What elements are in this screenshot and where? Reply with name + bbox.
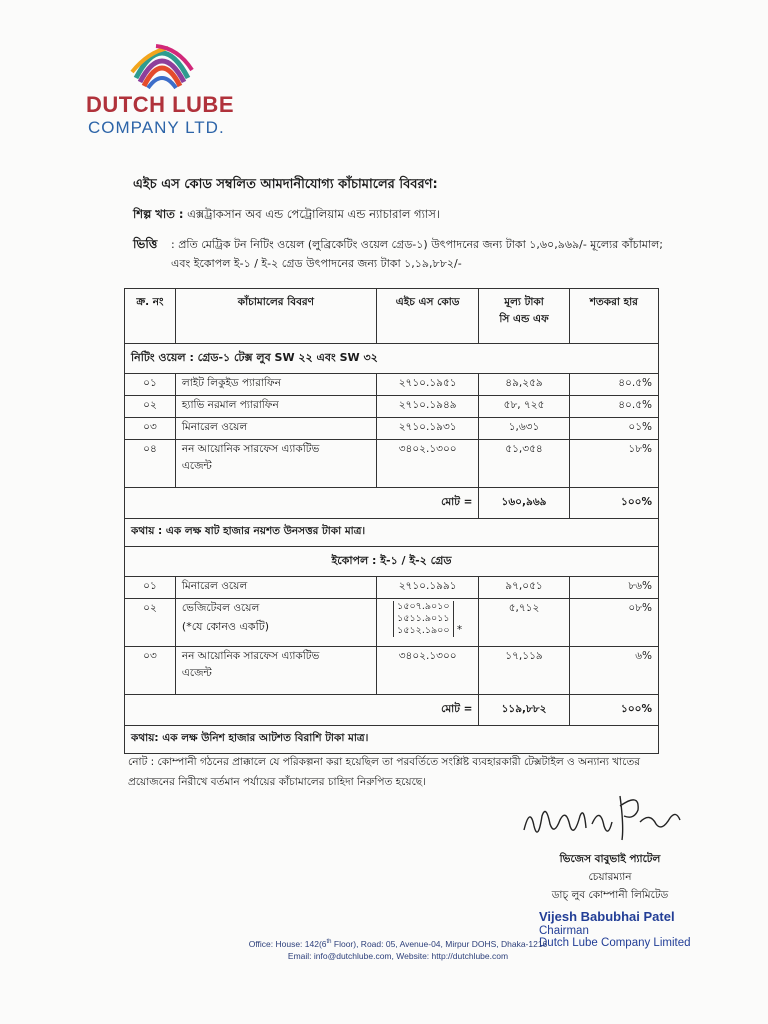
signatory-name-en: Vijesh Babubhai Patel — [539, 909, 675, 924]
total-price: ১৬০,৯৬৯ — [479, 488, 569, 519]
total-percentage: ১০০% — [569, 488, 658, 519]
signatory-title-en: Chairman — [539, 925, 589, 937]
amount-in-words-row — [125, 726, 659, 754]
cell-description — [175, 647, 376, 695]
cell-description: লাইট লিকুইড প্যারাফিন — [175, 374, 376, 396]
cell-hs-code: ২৭১০.১৯৪৯ — [376, 396, 479, 418]
company-name-line1: DUTCH LUBE — [86, 92, 234, 117]
basis-block — [133, 235, 663, 273]
header-description: কাঁচামালের বিবরণ — [175, 289, 376, 344]
hs-code-option: ১৫১২.১৯০০ — [397, 625, 450, 636]
sector-line — [133, 206, 440, 225]
table-row — [125, 577, 659, 599]
cell-percentage: ০৮% — [569, 599, 658, 647]
signatory-name-bn: ভিজেস বাবুভাই প্যাটেল — [559, 853, 661, 865]
raw-materials-table — [124, 288, 659, 754]
cell-description-line2: এজেন্ট — [181, 667, 212, 679]
amount-in-words: কথায়: এক লক্ষ উনিশ হাজার আটশত বিরাশি টাকা মাত্র। — [125, 726, 659, 754]
cell-description-line2: (*যে কোনও একটি) — [181, 620, 269, 633]
sector-label: শিল্প খাত : — [133, 207, 184, 221]
header-percentage: শতকরা হার — [569, 289, 658, 344]
cell-price: ১,৬৩১ — [479, 418, 569, 440]
cell-price: ৫৮, ৭২৫ — [479, 396, 569, 418]
cell-sl: ০৩ — [125, 418, 176, 440]
note-paragraph: নোট : কোম্পানী গঠনের প্রাক্কালে যে পরিকল্পনা করা হয়েছিল তা পরবর্তিতে সংশ্লিষ্ট ব্যবহারকারী টেক্সটাইল ও অন্যান্য খাতের প্রয়োজনের নিরীখে বর্তমান পর্যায়ের কাঁচামালের চাহিদা নিরুপিত হয়েছে। — [128, 756, 641, 788]
table-row — [125, 599, 659, 647]
cell-price: ৫১,৩৫৪ — [479, 440, 569, 488]
table-row — [125, 440, 659, 488]
total-row — [125, 695, 659, 726]
signatory-block-bn — [540, 850, 680, 904]
cell-sl: ০১ — [125, 577, 176, 599]
cell-percentage: ৪০.৫% — [569, 374, 658, 396]
total-percentage: ১০০% — [569, 695, 658, 726]
cell-hs-code: ২৭১০.১৯৫১ — [376, 374, 479, 396]
table-row — [125, 374, 659, 396]
footer-address-part2: Floor), Road: 05, Avenue-04, Mirpur DOHS, Dhaka-1216 — [331, 938, 548, 949]
total-price: ১১৯,৮৮২ — [479, 695, 569, 726]
total-label: মোট = — [125, 695, 479, 726]
cell-price: ৫,৭১২ — [479, 599, 569, 647]
cell-sl: ০২ — [125, 396, 176, 418]
cell-price: ৪৯,২৫৯ — [479, 374, 569, 396]
table-row — [125, 647, 659, 695]
footer-address-part1: Office: House: 142(6 — [248, 938, 327, 949]
amount-in-words-row — [125, 519, 659, 547]
cell-description-line2: এজেন্ট — [181, 460, 212, 472]
cell-sl: ০২ — [125, 599, 176, 647]
total-row — [125, 488, 659, 519]
footer-contact — [248, 936, 548, 962]
cell-sl: ০১ — [125, 374, 176, 396]
cell-percentage: ৪০.৫% — [569, 396, 658, 418]
cell-sl: ০৪ — [125, 440, 176, 488]
signatory-company-bn: ডাচ্ লুব কোম্পানী লিমিটেড — [551, 889, 669, 901]
basis-label: ভিত্তি — [133, 237, 158, 251]
sector-value: এক্সট্রাকসান অব এন্ড পেট্রোলিয়াম এন্ড ন্যাচারাল গ্যাস। — [187, 207, 440, 221]
cell-description-line1: ভেজিটেবল ওয়েল — [181, 602, 260, 614]
header-price-line2: সি এন্ড এফ — [499, 313, 549, 325]
amount-in-words: কথায় : এক লক্ষ ষাট হাজার নয়শত উনসত্তর টাকা মাত্র। — [125, 519, 659, 547]
footer-email-website: Email: info@dutchlube.com, Website: http://dutchlube.com — [287, 950, 509, 961]
cell-description: মিনারেল ওয়েল — [175, 577, 376, 599]
cell-hs-code: ২৭১০.১৯৯১ — [376, 577, 479, 599]
table-header-row — [125, 289, 659, 344]
cell-hs-code: ৩৪০২.১৩০০ — [376, 440, 479, 488]
signatory-company-en: Dutch Lube Company Limited — [539, 937, 691, 949]
table-row — [125, 418, 659, 440]
company-name-line2: COMPANY LTD. — [88, 118, 225, 137]
hs-code-option: ১৫০৭.৯০১০ — [397, 601, 450, 612]
cell-hs-code: ২৭১০.১৯৩১ — [376, 418, 479, 440]
header-price-line1: মূল্য টাকা — [504, 296, 544, 308]
section2-title: ইকোপল : ই-১ / ই-২ গ্রেড — [125, 547, 659, 577]
table-row — [125, 396, 659, 418]
header-hs-code: এইচ এস কোড — [376, 289, 479, 344]
cell-description: মিনারেল ওয়েল — [175, 418, 376, 440]
ball-logo-icon — [128, 38, 196, 94]
footer-address-sup: th — [326, 939, 332, 945]
cell-hs-code-list — [376, 599, 479, 647]
cell-percentage: ১৮% — [569, 440, 658, 488]
section-title-row — [125, 547, 659, 577]
cell-percentage: ০১% — [569, 418, 658, 440]
hs-code-option: ১৫১১.৯০১১ — [397, 613, 450, 624]
total-label: মোট = — [125, 488, 479, 519]
cell-description-line1: নন আয়োনিক সারফেস এ্যাকটিভ — [181, 650, 320, 662]
cell-price: ৯৭,০৫১ — [479, 577, 569, 599]
cell-hs-code: ৩৪০২.১৩০০ — [376, 647, 479, 695]
header-price — [479, 289, 569, 344]
section-title-row — [125, 344, 659, 374]
header-sl: ক্র. নং — [125, 289, 176, 344]
hs-code-asterisk: * — [456, 624, 463, 636]
cell-description: হ্যাভি নরমাল প্যারাফিন — [175, 396, 376, 418]
signatory-title-bn: চেয়ারম্যান — [588, 871, 632, 883]
cell-description — [175, 440, 376, 488]
hs-code-bracket — [393, 601, 453, 637]
cell-sl: ০৩ — [125, 647, 176, 695]
cell-description — [175, 599, 376, 647]
section1-title: নিটিং ওয়েল : গ্রেড-১ টেক্স লুব SW ২২ এবং SW ৩২ — [125, 344, 659, 374]
cell-description-line1: নন আয়োনিক সারফেস এ্যাকটিভ — [181, 443, 320, 455]
cell-percentage: ৮৬% — [569, 577, 658, 599]
basis-text: : প্রতি মেট্রিক টন নিটিং ওয়েল (লুব্রিকেটিং ওয়েল গ্রেড-১) উৎপাদনের জন্য টাকা ১,৬০,৯৬৯/- মূল্যের কাঁচামাল; এবং ইকোপল ই-১ / ই-২ গ্রেড উৎপাদনের জন্য টাকা ১,১৯,৮৮২/- — [171, 238, 663, 270]
cell-percentage: ৬% — [569, 647, 658, 695]
company-logo — [86, 34, 246, 144]
handwritten-signature — [520, 786, 690, 844]
cell-price: ১৭,১১৯ — [479, 647, 569, 695]
document-heading: এইচ এস কোড সম্বলিত আমদানীযোগ্য কাঁচামালের বিবরণ: — [133, 177, 438, 192]
footer-address — [248, 936, 548, 950]
